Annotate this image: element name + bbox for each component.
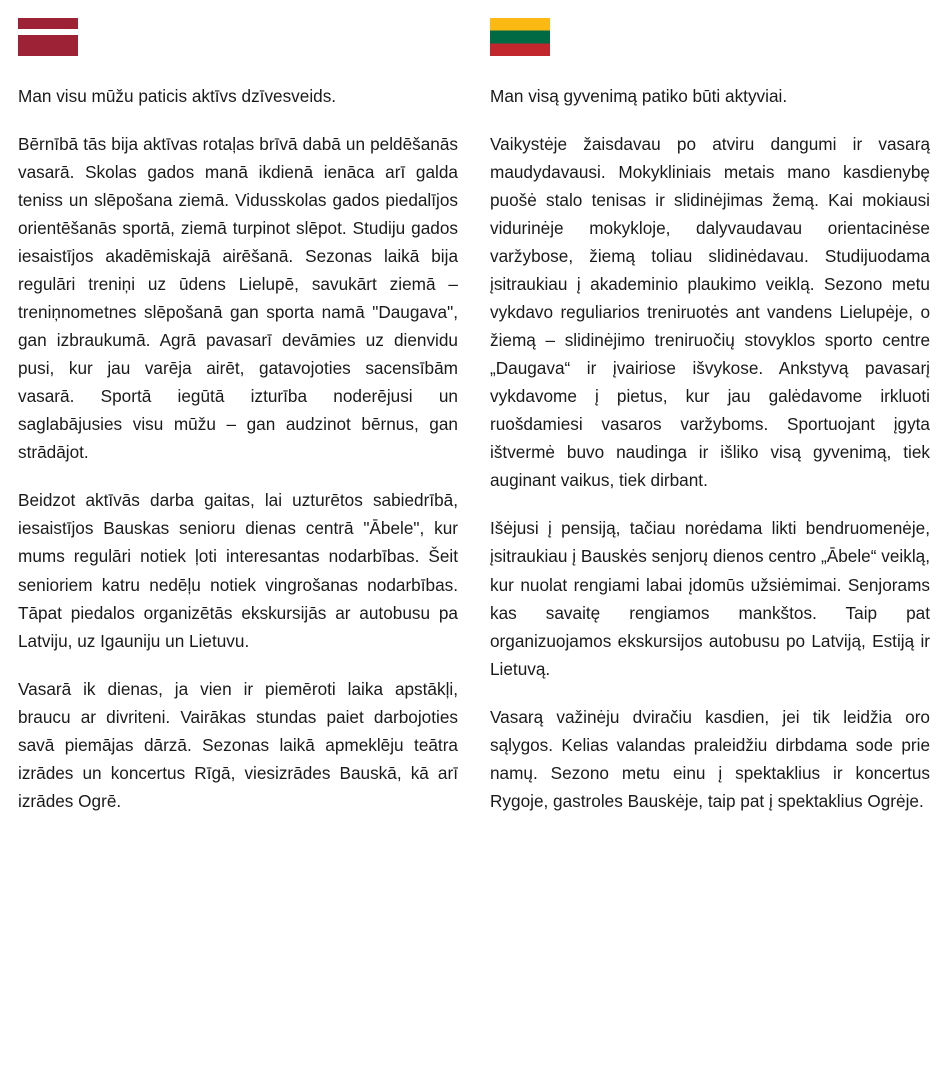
lithuania-flag-icon (490, 18, 550, 56)
paragraph: Man visą gyvenimą patiko būti aktyviai. (490, 86, 788, 106)
latvia-flag-icon (18, 18, 78, 56)
paragraph: Vasarā ik dienas, ja vien ir piemēroti laika apstākļi, braucu ar divriteni. Vairākas stundas paiet darbojoties savā piemājas dārzā. Sezonas laikā apmeklēju teātra izrādes un koncertus Rīgā, viesizrādes Bauskā, kā arī izrādes Ogrē. (18, 678, 458, 811)
paragraph: Beidzot aktīvās darba gaitas, lai uzturētos sabiedrībā, iesaistījos Bauskas senioru dienas centrā "Ābele", kur mums regulāri notiek ļoti interesantas nodarbības. Šeit senioriem katru nedēļu notiek vingrošanas nodarbības. Tāpat piedalos organizētās ekskursijās ar autobusu pa Latviju, uz Igauniju un Lietuvu. (18, 490, 458, 651)
right-column-lithuanian (490, 18, 930, 815)
left-column-latvian (18, 18, 458, 815)
paragraph: Išėjusi į pensiją, tačiau norėdama likti bendruomenėje, įsitraukiau į Bauskės senjorų dienos centro „Ābele“ veiklą, kur nuolat rengiami labai įdomūs užsiėmimai. Senjorams kas savaitę rengiamos mankštos. Taip pat organizuojamos ekskursijos autobusu po Latviją, Estiją ir Lietuvą. (490, 518, 930, 679)
two-column-layout (18, 18, 936, 815)
paragraph: Vaikystėje žaisdavau po atviru dangumi ir vasarą maudydavausi. Mokykliniais metais mano kasdienybę puošė stalo tenisas ir slidinėjimas žemą. Kai mokiausi vidurinėje mokykloje, dalyvaudavau orientacinėse varžybose, žiemą toliau slidinėdavau. Studijuodama įsitraukiau į akademinio plaukimo veiklą. Sezono metu vykdavo reguliarios treniruotės ant vandens Lielupėje, o žiemą – slidinėjimo treniruočių stovyklos sporto centre „Daugava“ ir įvairiose išvykose. Ankstyvą pavasarį vykdavome į pietus, kur jau galėdavome irkluoti ruošdamiesi vasaros varžyboms. Sportuojant įgyta ištvermė buvo naudinga ir išliko visą gyvenimą, tiek auginant vaikus, tiek dirbant. (490, 134, 930, 491)
paragraph: Vasarą važinėju dviračiu kasdien, jei tik leidžia oro sąlygos. Kelias valandas praleidžiu dirbdama sode prie namų. Sezono metu einu į spektaklius ir koncertus Rygoje, gastroles Bauskėje, taip pat į spektaklius Ogrėje. (490, 706, 930, 811)
paragraph: Man visu mūžu paticis aktīvs dzīvesveids. (18, 86, 337, 106)
paragraph: Bērnībā tās bija aktīvas rotaļas brīvā dabā un peldēšanās vasarā. Skolas gados manā ikdienā ienāca arī galda teniss un slēpošana ziemā. Vidusskolas gados piedalījos orientēšanās sportā, ziemā turpinot slēpot. Studiju gados iesaistījos akadēmiskajā airēšanā. Sezonas laikā bija regulāri treniņi uz ūdens Lielupē, savukārt ziemā – treniņnometnes slēpošanā gan sporta namā "Daugava", gan izbraukumā. Agrā pavasarī devāmies uz dienvidu pusi, kur jau varēja airēt, gatavojoties sacensībām vasarā. Sportā iegūtā izturība noderējusi un saglabājusies visu mūžu – gan audzinot bērnus, gan strādājot. (18, 134, 458, 463)
